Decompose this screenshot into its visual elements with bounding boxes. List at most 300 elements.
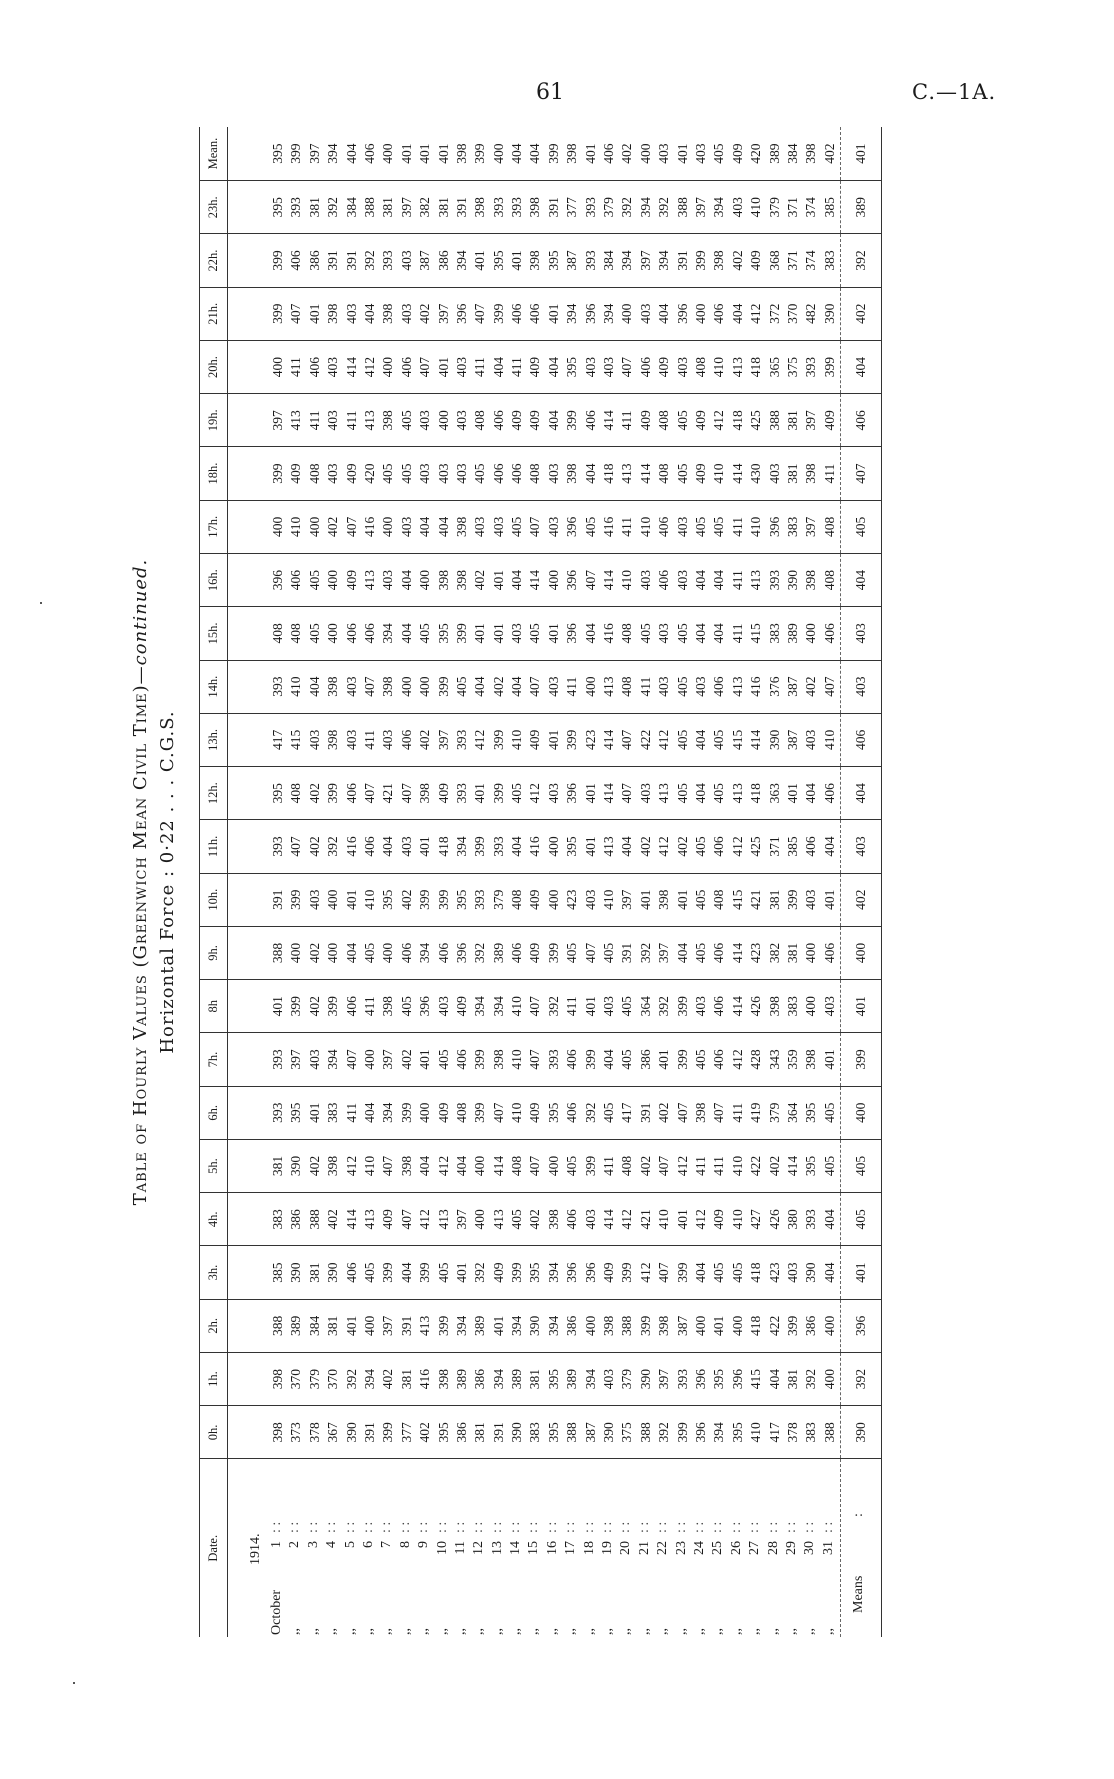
hour-values: [228, 447, 839, 499]
hour-values: [228, 1193, 839, 1245]
date-column: [228, 1459, 841, 1637]
leader-dots: : :: [452, 1521, 468, 1533]
hourly-value: 397: [619, 889, 635, 910]
daily-mean: 403: [656, 143, 672, 164]
hourly-value: 381: [784, 410, 800, 431]
day-number: 29: [783, 1541, 799, 1555]
leader-dots: : :: [747, 1521, 763, 1533]
hourly-value: 398: [711, 250, 727, 271]
date-entry: [765, 1460, 783, 1638]
hourly-value: 414: [527, 570, 543, 591]
hourly-value: 405: [435, 1049, 451, 1070]
hourly-value: 400: [325, 942, 341, 964]
hourly-value: 396: [564, 1262, 580, 1283]
hourly-value: 405: [674, 410, 690, 431]
hourly-value: 405: [711, 516, 727, 537]
hourly-value: 365: [766, 356, 782, 378]
hourly-value: 377: [398, 1422, 414, 1443]
hourly-value: 401: [417, 1049, 433, 1070]
header-hour: 23h.: [200, 181, 228, 234]
mean-column: [228, 127, 841, 181]
hourly-value: 407: [582, 942, 598, 964]
hourly-value: 398: [435, 1368, 451, 1390]
hourly-value: 405: [564, 1155, 580, 1177]
hourly-value: 398: [472, 197, 488, 218]
hourly-value: 400: [398, 676, 414, 697]
hourly-value: 399: [545, 942, 561, 964]
hourly-value: 407: [674, 1102, 690, 1123]
hourly-value: 409: [656, 356, 672, 378]
month-label: ,,: [360, 1628, 376, 1635]
hourly-value: 409: [527, 729, 543, 751]
daily-mean: 399: [288, 143, 304, 164]
hourly-value: 404: [398, 570, 414, 591]
hourly-mean: 403: [841, 607, 882, 660]
hour-column: [228, 660, 841, 713]
hourly-value: 402: [766, 1155, 782, 1177]
hourly-value: 390: [803, 1262, 819, 1283]
hourly-value: 407: [490, 1102, 506, 1123]
day-number: 10: [434, 1541, 450, 1555]
hourly-value: 396: [453, 303, 469, 324]
date-entry: [525, 1460, 543, 1638]
hourly-value: 385: [270, 1262, 285, 1283]
hourly-value: 430: [748, 463, 764, 484]
hourly-value: 416: [361, 516, 377, 537]
hourly-value: 388: [674, 197, 690, 218]
hourly-value: 400: [545, 836, 561, 857]
hourly-value: 403: [784, 1262, 800, 1283]
hourly-value: 400: [380, 516, 396, 537]
hourly-value: 417: [766, 1422, 782, 1443]
day-number: 5: [342, 1541, 358, 1548]
hourly-value: 400: [270, 356, 285, 378]
hourly-value: 398: [325, 676, 341, 697]
hourly-value: 408: [619, 623, 635, 644]
hourly-value: 388: [270, 1315, 285, 1336]
hourly-value: 387: [784, 729, 800, 751]
hourly-value: 392: [472, 942, 488, 964]
day-number: 1: [269, 1541, 284, 1548]
daily-mean: 402: [619, 143, 635, 164]
leader-dots: : :: [379, 1521, 395, 1533]
hourly-value: 425: [748, 410, 764, 431]
hour-column: [228, 500, 841, 553]
hourly-value: 382: [766, 942, 782, 964]
hourly-value: 400: [821, 1315, 837, 1336]
header-hour: 11h.: [200, 820, 228, 873]
hourly-value: 405: [509, 516, 525, 537]
hourly-value: 404: [398, 623, 414, 644]
hourly-value: 402: [729, 250, 745, 271]
hourly-value: 405: [674, 729, 690, 751]
month-label: ,,: [765, 1628, 781, 1635]
hourly-value: 394: [601, 303, 617, 324]
month-label: ,,: [673, 1628, 689, 1635]
hourly-value: 416: [748, 676, 764, 697]
hourly-value: 409: [637, 410, 653, 431]
hourly-value: 399: [784, 1315, 800, 1336]
hourly-value: 400: [803, 623, 819, 644]
hourly-value: 407: [711, 1102, 727, 1123]
day-number: 14: [508, 1541, 524, 1555]
hourly-value: 387: [582, 1422, 598, 1443]
hourly-value: 416: [527, 836, 543, 857]
hourly-value: 401: [711, 1315, 727, 1336]
hourly-value: 403: [674, 516, 690, 537]
hourly-value: 399: [472, 1049, 488, 1070]
hourly-value: 395: [564, 836, 580, 857]
hour-column: [228, 1193, 841, 1246]
header-hour: 7h.: [200, 1033, 228, 1086]
hourly-value: 397: [692, 197, 708, 218]
header-hour: 14h.: [200, 660, 228, 713]
leader-dots: : :: [563, 1521, 579, 1533]
hourly-value: 386: [803, 1315, 819, 1336]
day-number: 21: [636, 1541, 652, 1555]
hourly-value: 405: [361, 942, 377, 964]
hourly-value: 398: [490, 1049, 506, 1070]
hourly-value: 400: [582, 1315, 598, 1336]
hourly-value: 401: [472, 623, 488, 644]
hourly-value: 394: [453, 1315, 469, 1336]
hourly-value: 404: [821, 1209, 837, 1230]
hourly-value: 397: [398, 197, 414, 218]
hourly-value: 397: [637, 250, 653, 271]
hourly-value: 396: [582, 303, 598, 324]
hourly-value: 407: [656, 1155, 672, 1177]
hourly-value: 379: [490, 889, 506, 910]
hourly-value: 405: [692, 942, 708, 964]
hourly-value: 404: [711, 623, 727, 644]
hourly-value: 403: [821, 996, 837, 1017]
daily-mean: 395: [270, 143, 285, 164]
hourly-value: 404: [509, 836, 525, 857]
header-hour: 1h.: [200, 1352, 228, 1405]
hourly-mean: 405: [841, 1193, 882, 1246]
hourly-value: 394: [711, 197, 727, 218]
hourly-value: 407: [472, 303, 488, 324]
leader-dots: : :: [269, 1521, 284, 1533]
daily-mean: 405: [711, 143, 727, 164]
hourly-value: 406: [306, 356, 322, 378]
hourly-value: 403: [729, 197, 745, 218]
daily-mean: 398: [803, 143, 819, 164]
hourly-value: 405: [398, 996, 414, 1017]
date-entry: [323, 1460, 341, 1638]
hourly-value: 383: [270, 1209, 285, 1230]
leader-dots: : :: [600, 1521, 616, 1533]
hourly-value: 399: [472, 1102, 488, 1123]
header-hour: 9h.: [200, 926, 228, 979]
hourly-value: 381: [325, 1315, 341, 1336]
hourly-value: 394: [582, 1368, 598, 1390]
hourly-value: 407: [398, 1209, 414, 1230]
hourly-value: 409: [343, 570, 359, 591]
hourly-value: 402: [637, 836, 653, 857]
hourly-value: 368: [766, 250, 782, 271]
hourly-value: 409: [435, 1102, 451, 1123]
hourly-value: 364: [784, 1102, 800, 1123]
hourly-value: 402: [398, 889, 414, 910]
daily-mean: 402: [821, 143, 837, 164]
hourly-value: 413: [619, 463, 635, 484]
hourly-value: 404: [453, 1155, 469, 1177]
hourly-value: 410: [821, 729, 837, 751]
hourly-value: 401: [343, 1315, 359, 1336]
hourly-value: 402: [398, 1049, 414, 1070]
hourly-value: 391: [619, 942, 635, 964]
hourly-mean: 401: [841, 1246, 882, 1299]
hourly-value: 405: [435, 1262, 451, 1283]
hourly-value: 393: [582, 197, 598, 218]
hourly-value: 413: [729, 783, 745, 804]
hourly-value: 404: [656, 303, 672, 324]
day-number: 9: [416, 1541, 432, 1548]
hourly-value: 392: [325, 836, 341, 857]
hourly-value: 395: [270, 197, 285, 218]
hour-column: [228, 1352, 841, 1405]
hourly-value: 393: [490, 197, 506, 218]
hourly-value: 399: [564, 410, 580, 431]
hourly-value: 385: [784, 836, 800, 857]
hourly-value: 403: [601, 1368, 617, 1390]
hourly-value: 405: [417, 623, 433, 644]
hourly-value: 401: [270, 996, 285, 1017]
month-label: ,,: [600, 1628, 616, 1635]
hourly-value: 404: [380, 836, 396, 857]
hourly-value: 401: [343, 889, 359, 910]
hourly-value: 388: [637, 1422, 653, 1443]
hourly-value: 398: [803, 570, 819, 591]
table-title-suffix: —continued.: [130, 558, 151, 685]
hourly-value: 386: [472, 1368, 488, 1390]
hourly-value: 406: [398, 942, 414, 964]
hour-column: [228, 447, 841, 500]
hourly-value: 413: [729, 356, 745, 378]
hourly-value: 411: [637, 676, 653, 697]
hourly-value: 404: [417, 1155, 433, 1177]
hourly-value: 413: [601, 836, 617, 857]
hourly-value: 381: [306, 197, 322, 218]
hourly-value: 400: [361, 1315, 377, 1336]
day-number: 25: [710, 1541, 726, 1555]
hourly-value: 383: [784, 516, 800, 537]
month-label: ,,: [581, 1628, 597, 1635]
hourly-value: 406: [288, 250, 304, 271]
hourly-value: 377: [564, 197, 580, 218]
hourly-value: 394: [545, 1315, 561, 1336]
hourly-value: 403: [343, 303, 359, 324]
hourly-value: 396: [692, 1368, 708, 1390]
hourly-value: 389: [564, 1368, 580, 1390]
hourly-mean: 402: [841, 287, 882, 340]
hourly-value: 406: [803, 836, 819, 857]
hourly-value: 408: [656, 463, 672, 484]
hourly-value: 414: [729, 463, 745, 484]
hourly-value: 384: [601, 250, 617, 271]
hourly-value: 393: [803, 1209, 819, 1230]
hourly-value: 381: [784, 463, 800, 484]
hourly-value: 384: [343, 197, 359, 218]
hourly-value: 394: [637, 197, 653, 218]
date-entry: [820, 1460, 838, 1638]
hourly-value: 382: [417, 197, 433, 218]
hourly-value: 394: [656, 250, 672, 271]
leader-dots: : :: [544, 1521, 560, 1533]
hour-values: [228, 607, 839, 659]
hourly-value: 413: [361, 410, 377, 431]
hourly-value: 404: [692, 570, 708, 591]
hourly-value: 390: [637, 1368, 653, 1390]
hourly-mean: 404: [841, 340, 882, 393]
hourly-value: 392: [472, 1262, 488, 1283]
hourly-value: 403: [545, 516, 561, 537]
hourly-value: 401: [545, 729, 561, 751]
hourly-value: 403: [343, 676, 359, 697]
hourly-value: 405: [582, 516, 598, 537]
hourly-value: 405: [821, 1102, 837, 1123]
hourly-value: 395: [545, 1102, 561, 1123]
hourly-value: 406: [343, 623, 359, 644]
hourly-value: 393: [509, 197, 525, 218]
hourly-value: 402: [417, 303, 433, 324]
hourly-value: 404: [398, 1262, 414, 1283]
hourly-value: 405: [711, 783, 727, 804]
hourly-value: 402: [803, 676, 819, 697]
means-leader: :: [851, 1513, 866, 1517]
scan-speck: [73, 1682, 75, 1684]
hourly-value: 403: [325, 410, 341, 431]
hourly-value: 402: [656, 1102, 672, 1123]
hourly-value: 394: [325, 1049, 341, 1070]
hourly-value: 404: [711, 570, 727, 591]
hourly-value: 406: [288, 570, 304, 591]
hourly-value: 401: [472, 783, 488, 804]
hourly-value: 401: [417, 836, 433, 857]
hourly-value: 388: [821, 1422, 837, 1443]
hourly-value: 407: [527, 676, 543, 697]
hourly-value: 406: [656, 570, 672, 591]
leader-dots: : :: [710, 1521, 726, 1533]
hourly-value: 415: [288, 729, 304, 751]
hourly-value: 401: [674, 889, 690, 910]
day-number: 12: [471, 1541, 487, 1555]
hourly-value: 392: [656, 996, 672, 1017]
hourly-mean: 392: [841, 234, 882, 287]
hourly-value: 408: [527, 463, 543, 484]
hourly-value: 423: [748, 942, 764, 964]
hourly-value: 400: [325, 623, 341, 644]
hourly-value: 393: [490, 836, 506, 857]
hourly-value: 400: [582, 676, 598, 697]
hourly-value: 404: [766, 1368, 782, 1390]
hourly-value: 413: [748, 570, 764, 591]
leader-dots: : :: [508, 1521, 524, 1533]
hourly-value: 399: [398, 1102, 414, 1123]
hour-column: [228, 980, 841, 1033]
hourly-value: 395: [527, 1262, 543, 1283]
hour-column: [228, 713, 841, 766]
leader-dots: : :: [765, 1521, 781, 1533]
hourly-value: 410: [509, 1102, 525, 1123]
hourly-value: 391: [270, 889, 285, 910]
hourly-value: 388: [766, 410, 782, 431]
month-label: October: [269, 1589, 284, 1635]
hourly-value: 392: [325, 197, 341, 218]
date-entry: [709, 1460, 727, 1638]
hourly-value: 405: [692, 889, 708, 910]
hourly-value: 397: [656, 942, 672, 964]
hourly-value: 408: [288, 783, 304, 804]
month-label: ,,: [342, 1628, 358, 1635]
hourly-value: 413: [656, 783, 672, 804]
hourly-value: 403: [582, 1209, 598, 1230]
hourly-value: 409: [692, 410, 708, 431]
hourly-value: 397: [270, 410, 285, 431]
hourly-value: 393: [270, 676, 285, 697]
hourly-value: 396: [417, 996, 433, 1017]
year-label: 1914.: [248, 1533, 263, 1565]
month-label: ,,: [287, 1628, 303, 1635]
hourly-value: 404: [692, 623, 708, 644]
hourly-value: 402: [325, 1209, 341, 1230]
hourly-value: 378: [306, 1422, 322, 1443]
hourly-value: 400: [472, 1155, 488, 1177]
hourly-value: 390: [343, 1422, 359, 1443]
hourly-value: 392: [343, 1368, 359, 1390]
hourly-value: 404: [619, 836, 635, 857]
hourly-value: 413: [435, 1209, 451, 1230]
hourly-value: 412: [472, 729, 488, 751]
hourly-value: 403: [656, 676, 672, 697]
hourly-value: 381: [435, 197, 451, 218]
hourly-value: 405: [601, 942, 617, 964]
hourly-value: 403: [637, 570, 653, 591]
daily-mean: 404: [527, 143, 543, 164]
hourly-value: 399: [325, 996, 341, 1017]
hourly-value: 400: [472, 1209, 488, 1230]
hourly-mean: 407: [841, 447, 882, 500]
hourly-value: 403: [453, 463, 469, 484]
hourly-value: 407: [821, 676, 837, 697]
hourly-value: 399: [509, 1262, 525, 1283]
hourly-value: 395: [803, 1102, 819, 1123]
hourly-value: 393: [803, 356, 819, 378]
hourly-value: 400: [270, 516, 285, 537]
hourly-value: 405: [453, 676, 469, 697]
hourly-value: 389: [784, 623, 800, 644]
hourly-value: 406: [343, 1262, 359, 1283]
hourly-value: 406: [711, 942, 727, 964]
month-label: ,,: [379, 1628, 395, 1635]
hour-column: [228, 607, 841, 660]
hour-values: [228, 767, 839, 819]
hourly-value: 400: [325, 570, 341, 591]
hourly-value: 376: [766, 676, 782, 697]
hour-values: [228, 820, 839, 872]
hourly-value: 410: [509, 729, 525, 751]
hourly-value: 398: [380, 996, 396, 1017]
hourly-value: 394: [490, 1368, 506, 1390]
hour-column: [228, 340, 841, 393]
hourly-mean: 389: [841, 181, 882, 234]
hourly-value: 409: [527, 889, 543, 910]
hourly-value: 406: [490, 410, 506, 431]
date-entry: [544, 1460, 562, 1638]
hourly-value: 405: [306, 570, 322, 591]
day-number: 16: [544, 1541, 560, 1555]
